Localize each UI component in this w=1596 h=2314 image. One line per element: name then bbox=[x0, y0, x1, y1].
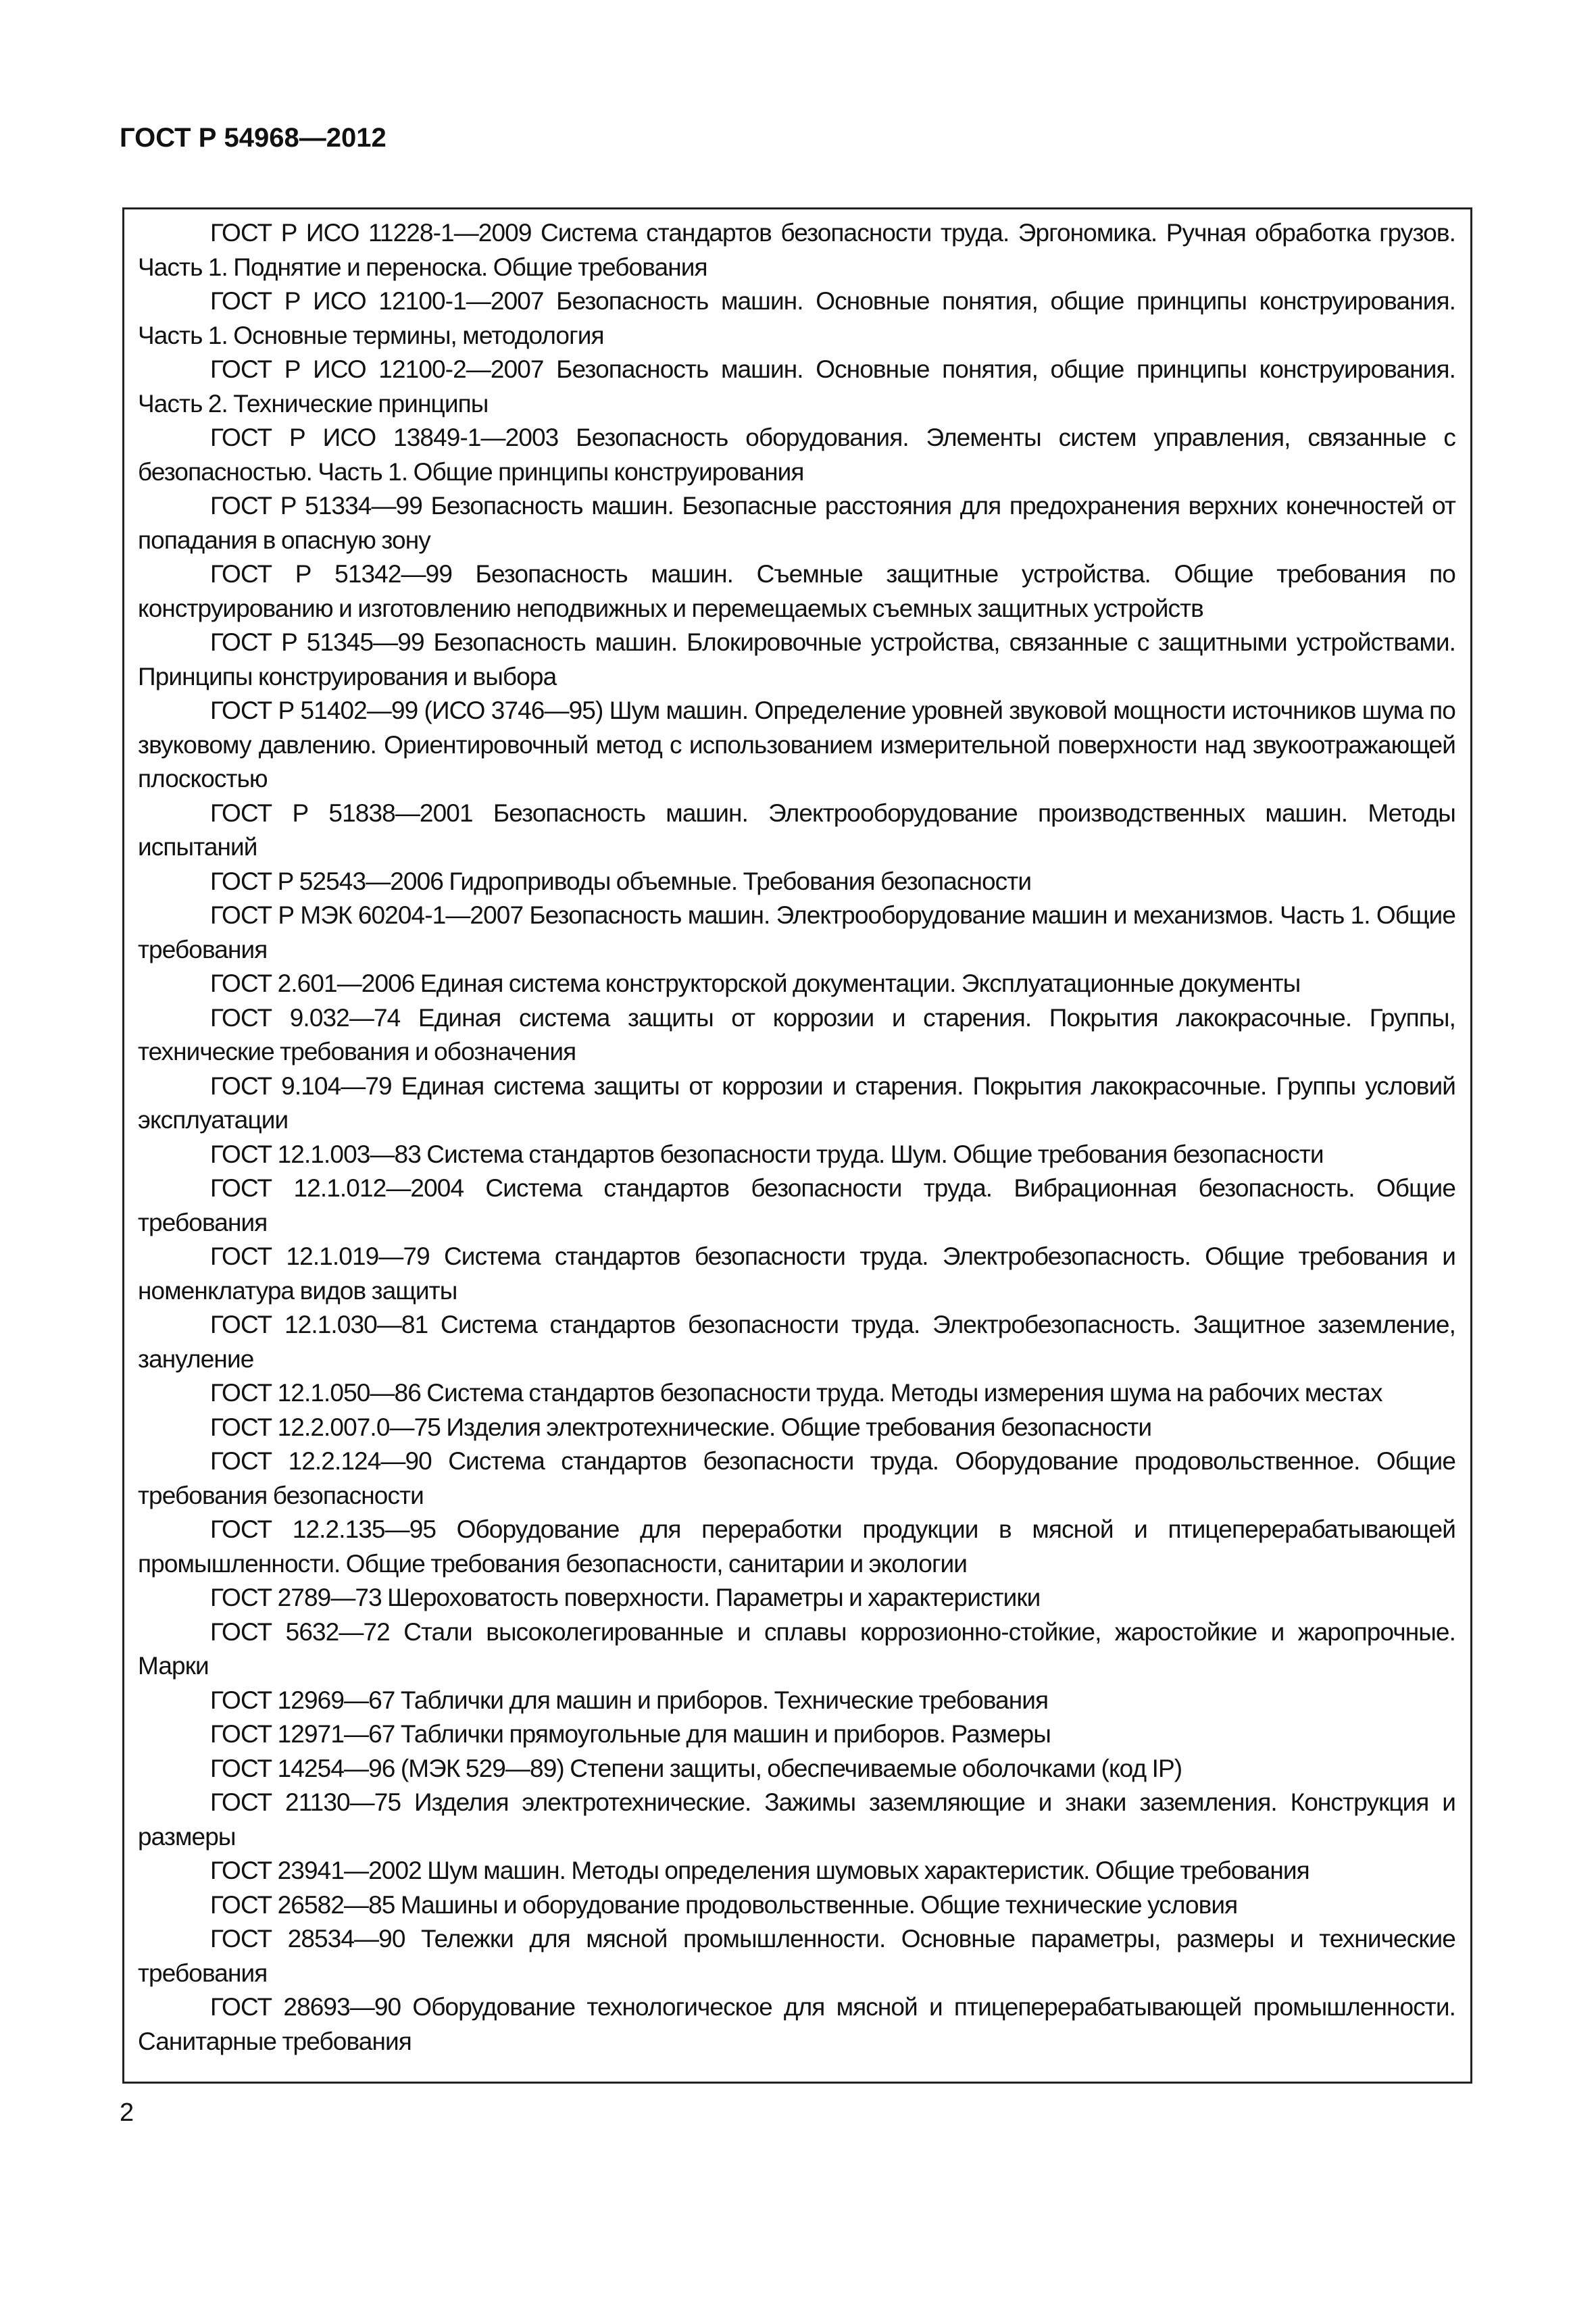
reference-entry: ГОСТ 12.1.050—86 Система стандартов безопасности труда. Методы измерения шума на рабочих местах bbox=[210, 1379, 1382, 1407]
reference-entry: ГОСТ 14254—96 (МЭК 529—89) Степени защиты, обеспечиваемые оболочками (код IP) bbox=[210, 1754, 1182, 1782]
reference-entry: ГОСТ Р 51334—99 Безопасность машин. Безопасные расстояния для предохранения верхних конечностей от попадания в опасную зону bbox=[138, 492, 1455, 554]
reference-entry: ГОСТ Р 51342—99 Безопасность машин. Съемные защитные устройства. Общие требования по конструированию и изготовлению неподвижных и перемещаемых съемных защитных устройств bbox=[138, 560, 1455, 622]
reference-entry: ГОСТ 9.104—79 Единая система защиты от коррозии и старения. Покрытия лакокрасочные. Группы условий эксплуатации bbox=[138, 1072, 1455, 1134]
document-header-code: ГОСТ Р 54968—2012 bbox=[120, 123, 386, 153]
reference-entry: ГОСТ 23941—2002 Шум машин. Методы определения шумовых характеристик. Общие требования bbox=[210, 1857, 1310, 1884]
reference-entry: ГОСТ Р МЭК 60204-1—2007 Безопасность машин. Электрооборудование машин и механизмов. Часть 1. Общие требования bbox=[138, 901, 1455, 963]
reference-entry: ГОСТ 12969—67 Таблички для машин и приборов. Технические требования bbox=[210, 1686, 1049, 1714]
reference-entry: ГОСТ 28693—90 Оборудование технологическое для мясной и птицеперерабатывающей промышленности. Санитарные требования bbox=[138, 1993, 1455, 2055]
reference-entry: ГОСТ 5632—72 Стали высоколегированные и сплавы коррозионно-стойкие, жаростойкие и жаропрочные. Марки bbox=[138, 1617, 1455, 1680]
reference-entry: ГОСТ Р 51345—99 Безопасность машин. Блокировочные устройства, связанные с защитными устройствами. Принципы конструирования и выбора bbox=[138, 628, 1455, 690]
reference-entry: ГОСТ 12.2.007.0—75 Изделия электротехнические. Общие требования безопасности bbox=[210, 1413, 1152, 1441]
reference-entry: ГОСТ 26582—85 Машины и оборудование продовольственные. Общие технические условия bbox=[210, 1890, 1238, 1919]
references-frame bbox=[122, 207, 1472, 2084]
reference-entry: ГОСТ Р ИСО 11228-1—2009 Система стандартов безопасности труда. Эргономика. Ручная обработка грузов. Часть 1. Поднятие и переноска. Общие требования bbox=[138, 219, 1455, 281]
reference-entry: ГОСТ 28534—90 Тележки для мясной промышленности. Основные параметры, размеры и технические требования bbox=[138, 1925, 1455, 1987]
reference-entry: ГОСТ 12971—67 Таблички прямоугольные для машин и приборов. Размеры bbox=[210, 1720, 1051, 1748]
reference-entry: ГОСТ 12.1.003—83 Система стандартов безопасности труда. Шум. Общие требования безопасности bbox=[210, 1140, 1324, 1168]
reference-entry: ГОСТ 12.1.019—79 Система стандартов безопасности труда. Электробезопасность. Общие требования и номенклатура видов защиты bbox=[138, 1242, 1455, 1305]
reference-entry: ГОСТ Р 51838—2001 Безопасность машин. Электрооборудование производственных машин. Методы испытаний bbox=[138, 799, 1455, 861]
reference-entry: ГОСТ Р ИСО 12100-1—2007 Безопасность машин. Основные понятия, общие принципы конструирования. Часть 1. Основные термины, методология bbox=[138, 287, 1455, 349]
reference-entry: ГОСТ 12.2.135—95 Оборудование для переработки продукции в мясной и птицеперерабатывающей промышленности. Общие требования безопасности, санитарии и экологии bbox=[138, 1515, 1455, 1578]
page-number: 2 bbox=[120, 2098, 134, 2127]
reference-entry: ГОСТ 2789—73 Шероховатость поверхности. Параметры и характеристики bbox=[210, 1584, 1041, 1611]
normative-references-list bbox=[138, 216, 1455, 2059]
reference-entry: ГОСТ 2.601—2006 Единая система конструкторской документации. Эксплуатационные документы bbox=[210, 970, 1301, 997]
reference-entry: ГОСТ Р 52543—2006 Гидроприводы объемные. Требования безопасности bbox=[210, 867, 1032, 895]
reference-entry: ГОСТ 21130—75 Изделия электротехнические. Зажимы заземляющие и знаки заземления. Конструкция и размеры bbox=[138, 1788, 1455, 1851]
reference-entry: ГОСТ 12.1.030—81 Система стандартов безопасности труда. Электробезопасность. Защитное заземление, зануление bbox=[138, 1311, 1455, 1373]
reference-entry: ГОСТ 12.1.012—2004 Система стандартов безопасности труда. Вибрационная безопасность. Общие требования bbox=[138, 1174, 1455, 1236]
reference-entry: ГОСТ Р 51402—99 (ИСО 3746—95) Шум машин. Определение уровней звуковой мощности источников шума по звуковому давлению. Ориентировочный метод с использованием измерительной поверхности над звукоотражающей плоскостью bbox=[138, 697, 1455, 793]
reference-entry: ГОСТ 12.2.124—90 Система стандартов безопасности труда. Оборудование продовольственное. Общие требования безопасности bbox=[138, 1447, 1455, 1509]
reference-entry: ГОСТ Р ИСО 12100-2—2007 Безопасность машин. Основные понятия, общие принципы конструирования. Часть 2. Технические принципы bbox=[138, 355, 1455, 418]
reference-entry: ГОСТ Р ИСО 13849-1—2003 Безопасность оборудования. Элементы систем управления, связанные с безопасностью. Часть 1. Общие принципы конструирования bbox=[138, 424, 1455, 486]
reference-entry: ГОСТ 9.032—74 Единая система защиты от коррозии и старения. Покрытия лакокрасочные. Группы, технические требования и обозначения bbox=[138, 1003, 1455, 1065]
